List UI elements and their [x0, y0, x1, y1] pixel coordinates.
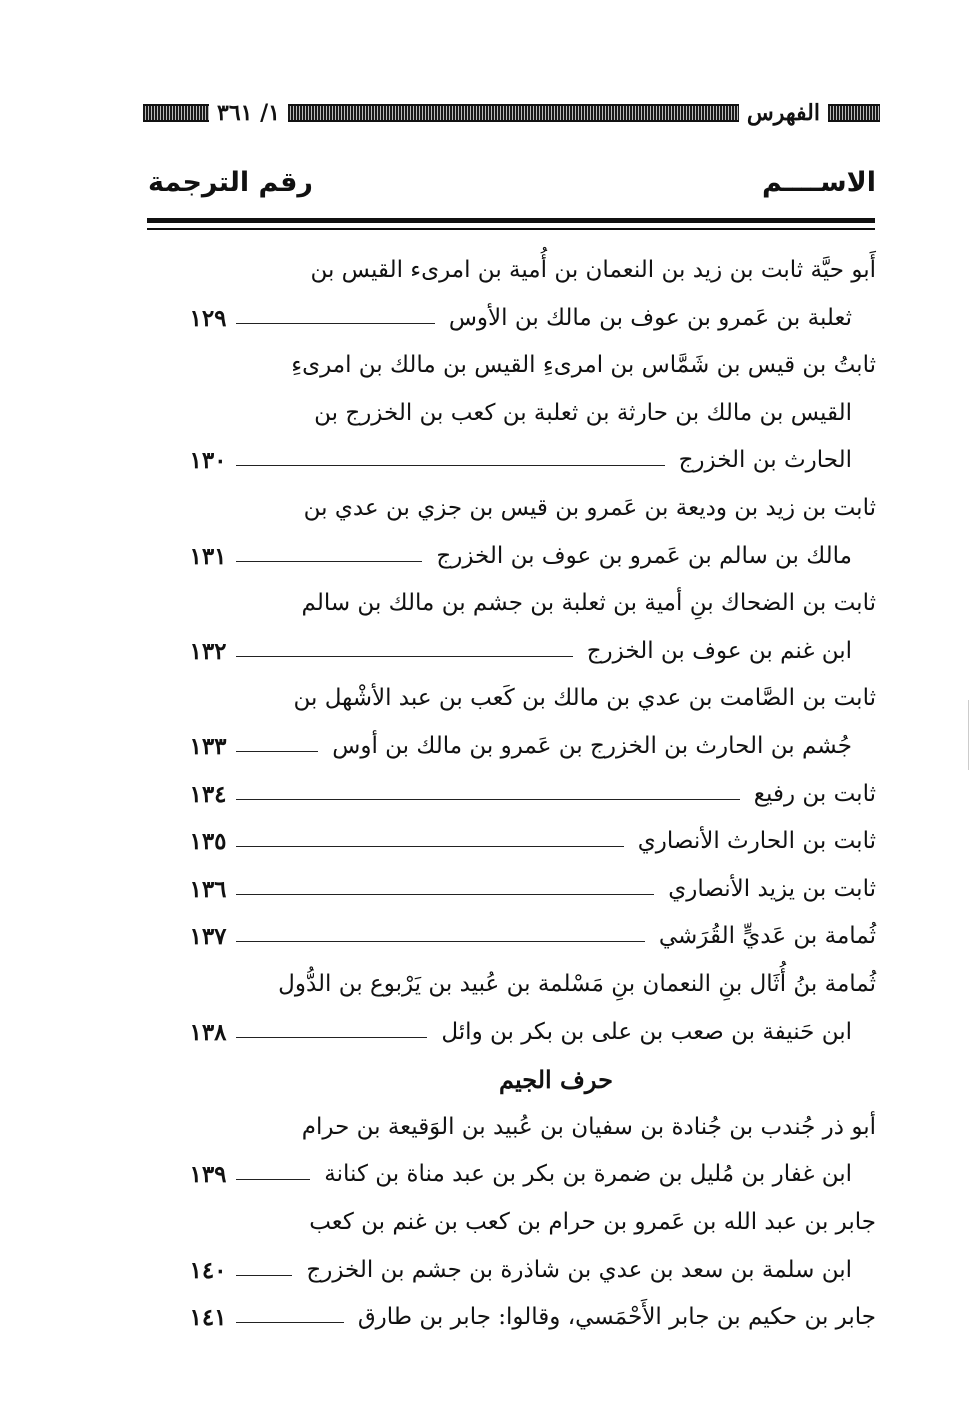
entry-line: [236, 296, 852, 340]
leader-line: [236, 799, 740, 800]
entry-text: ابن حَنيفة بن صعب بن على بن بكر بن وائل: [441, 1019, 852, 1045]
entry-line: [236, 1295, 876, 1339]
entry-number: ١٢٩: [189, 304, 227, 332]
entry-number: ١٣٥: [189, 827, 227, 855]
entry-text: مالك بن سالم بن عَمرو بن عوف بن الخزرج: [436, 543, 852, 569]
leader-line: [236, 1322, 344, 1323]
entry-text: جابر بن عبد الله بن عَمرو بن حرام بن كعب بن غنم بن كعب: [309, 1209, 876, 1235]
entry-text: ثعلبة بن عَمرو بن عوف بن مالك بن الأوس: [448, 305, 852, 331]
entry-number: ١٣٩: [189, 1160, 227, 1188]
entry-number: ١٣٨: [189, 1018, 227, 1046]
entry-number: ١٣٤: [189, 780, 227, 808]
entry-text: جابر بن حكيم بن جابر الأَحْمَسي، وقالوا: جابر بن طارق: [357, 1304, 876, 1330]
entry-line: [236, 1200, 876, 1244]
entry-line: [236, 1010, 852, 1054]
leader-line: [236, 561, 422, 562]
entry-line: [236, 676, 876, 720]
entry-line: [236, 391, 852, 435]
entry-number: ١٣٢: [189, 637, 227, 665]
entry-text: ثابت بن الحارث الأنصاري: [637, 828, 876, 854]
entry-number: ١٣٧: [189, 922, 227, 950]
entry-number: ١٣١: [189, 542, 227, 570]
entry-text: ثابت بن رفيع: [753, 781, 876, 807]
leader-line: [236, 323, 435, 324]
scan-margin-mark: [968, 700, 969, 770]
entry-text: ثابت بن الضحاك بنِ أمية بن ثعلبة بن جشم بن مالك بن سالم: [301, 590, 876, 616]
entry-number: ١٣٣: [189, 732, 227, 760]
entry-number: ١٤١: [189, 1303, 227, 1331]
entry-line: [236, 962, 876, 1006]
entry-line: [236, 914, 876, 958]
section-heading: [236, 1057, 876, 1101]
entry-line: [236, 867, 876, 911]
leader-line: [236, 656, 573, 657]
entry-text: ثابت بن يزيد الأنصاري: [668, 876, 876, 902]
entry-line: [236, 1152, 852, 1196]
entry-line: [236, 581, 876, 625]
entry-text: ابن غفار بن مُليل بن ضمرة بن بكر بن عبد مناة بن كنانة: [324, 1161, 852, 1187]
entry-line: [236, 248, 876, 292]
entry-number: ١٣٠: [189, 446, 227, 474]
entry-text: القيس بن مالك بن حارثة بن ثعلبة بن كعب بن الخزرج بن: [314, 400, 852, 426]
section-heading-text: حرف الجيم: [499, 1064, 613, 1094]
leader-line: [236, 1179, 310, 1180]
entry-number: ١٣٦: [189, 875, 227, 903]
entry-text: جُشم بن الحارث بن الخزرج بن عَمرو بن مالك بن أوس: [332, 733, 852, 759]
leader-line: [236, 751, 318, 752]
header-page-number: ١/ ٣٦١: [217, 100, 280, 126]
entry-line: [236, 724, 852, 768]
entry-text: ابن سلمة بن سعد بن عدي بن شاذرة بن جشم بن الخزرج: [306, 1257, 852, 1283]
entry-text: ابن غنم بن عوف بن الخزرج: [586, 638, 852, 664]
entry-line: [236, 1105, 876, 1149]
entry-line: [236, 438, 852, 482]
leader-line: [236, 894, 654, 895]
entry-text: ثابت بن زيد بن وديعة بن عَمرو بن قيس بن جزي بن عدي بن: [303, 495, 876, 521]
entry-line: [236, 486, 876, 530]
entry-text: أبو ذر جُندب بن جُنادة بن سفيان بن عُبيد بن الوَقيعة بن حرام: [301, 1114, 876, 1140]
entry-text: ثُمامة بنُ أُثَال بنِ النعمان بنِ مَسْلمة بن عُبيد بن يَرْبوع بن الدُّول: [278, 971, 876, 997]
entry-line: [236, 819, 876, 863]
leader-line: [236, 1275, 292, 1276]
entry-line: [236, 629, 852, 673]
entry-line: [236, 1248, 852, 1292]
name-column-heading: الاســــم: [762, 167, 876, 198]
entry-text: ثابت بن الصَّامت بن عدي بن مالك بن كَعب بن عبد الأشْهل بن: [293, 685, 876, 711]
entry-line: [236, 343, 876, 387]
leader-line: [236, 1037, 427, 1038]
entry-text: أَبو حيَّة ثابت بن زيد بن النعمان بن أُمية بن امرىء القيس بن: [310, 257, 876, 283]
leader-line: [236, 846, 624, 847]
entry-line: [236, 772, 876, 816]
entry-line: [236, 534, 852, 578]
entry-text: الحارث بن الخزرج: [678, 447, 852, 473]
number-column-heading: رقم الترجمة: [148, 167, 313, 198]
header-title: الفهرس: [746, 100, 820, 126]
entry-text: ثُمامة بن عَديٍّ القُرَشي: [658, 923, 876, 949]
entry-text: ثابتُ بن قيس بن شَمَّاس بن امرىءِ القيس بن مالك بن امرىءِ: [291, 352, 876, 378]
entry-number: ١٤٠: [189, 1256, 227, 1284]
leader-line: [236, 465, 665, 466]
leader-line: [236, 941, 645, 942]
